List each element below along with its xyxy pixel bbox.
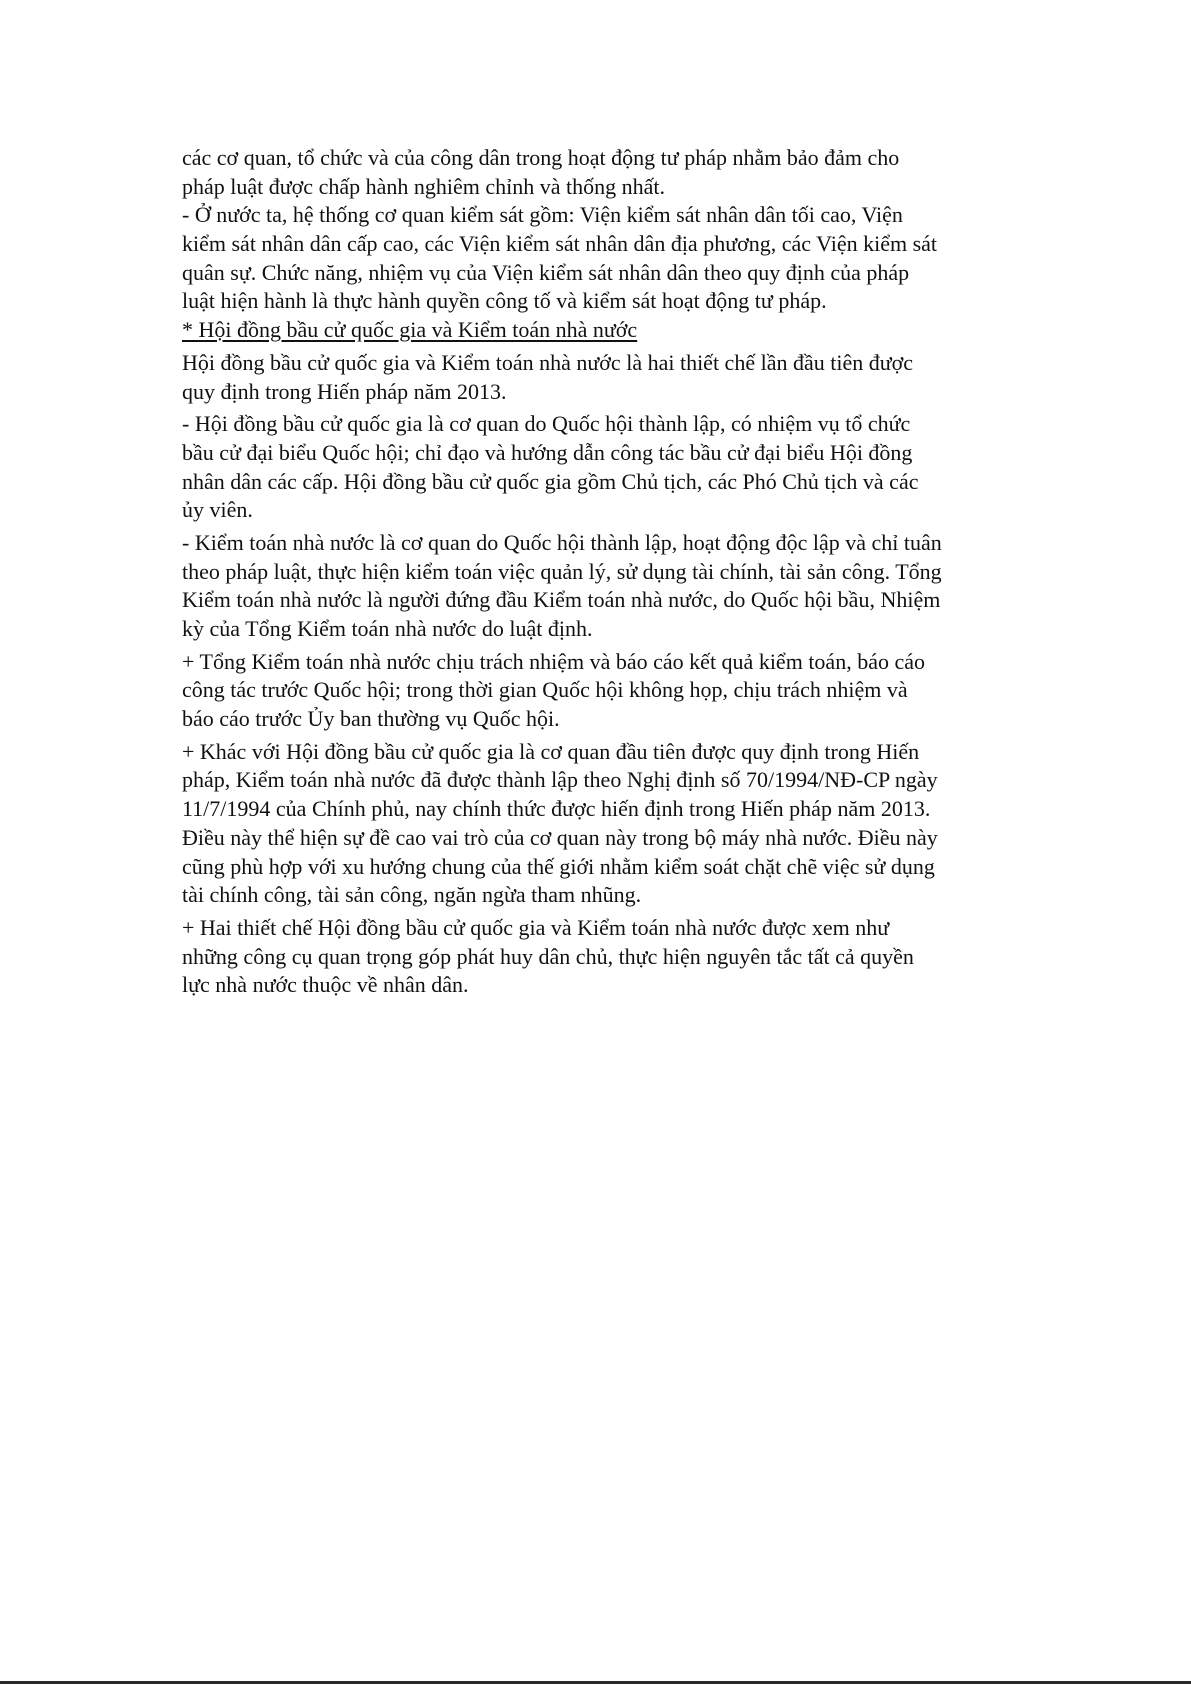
text-line: các cơ quan, tổ chức và của công dân trong hoạt động tư pháp nhằm bảo đảm cho bbox=[182, 145, 900, 170]
text-line: + Khác với Hội đồng bầu cử quốc gia là cơ quan đầu tiên được quy định trong Hiến bbox=[182, 738, 920, 764]
text-line: pháp, Kiểm toán nhà nước đã được thành lập theo Nghị định số 70/1994/NĐ-CP ngày bbox=[182, 767, 938, 793]
text-line: kỳ của Tổng Kiểm toán nhà nước do luật định. bbox=[182, 616, 593, 641]
text-line: quy định trong Hiến pháp năm 2013. bbox=[182, 378, 507, 404]
page-bottom-divider bbox=[0, 1681, 1191, 1684]
text-line: lực nhà nước thuộc về nhân dân. bbox=[182, 972, 469, 998]
text-line: Hội đồng bầu cử quốc gia và Kiểm toán nhà nước là hai thiết chế lần đầu tiên được bbox=[182, 349, 914, 375]
text-line: 11/7/1994 của Chính phủ, nay chính thức được hiến định trong Hiến pháp năm 2013. bbox=[182, 796, 931, 822]
text-line: - Kiểm toán nhà nước là cơ quan do Quốc hội thành lập, hoạt động độc lập và chỉ tuân bbox=[182, 529, 942, 555]
text-line: luật hiện hành là thực hành quyền công tố và kiểm sát hoạt động tư pháp. bbox=[182, 288, 827, 314]
text-line: cũng phù hợp với xu hướng chung của thế giới nhằm kiểm soát chặt chẽ việc sử dụng bbox=[182, 853, 935, 879]
text-line: bầu cử đại biểu Quốc hội; chỉ đạo và hướng dẫn công tác bầu cử đại biểu Hội đồng bbox=[182, 439, 913, 465]
text-line: quân sự. Chức năng, nhiệm vụ của Viện kiểm sát nhân dân theo quy định của pháp bbox=[182, 259, 910, 285]
text-line: + Hai thiết chế Hội đồng bầu cử quốc gia và Kiểm toán nhà nước được xem như bbox=[182, 914, 890, 940]
text-line: ủy viên. bbox=[182, 497, 253, 523]
text-line: tài chính công, tài sản công, ngăn ngừa tham nhũng. bbox=[182, 882, 642, 908]
text-line: kiểm sát nhân dân cấp cao, các Viện kiểm sát nhân dân địa phương, các Viện kiểm sát bbox=[182, 231, 938, 257]
text-line: + Tổng Kiểm toán nhà nước chịu trách nhiệm và báo cáo kết quả kiểm toán, báo cáo bbox=[182, 648, 925, 674]
text-line: những công cụ quan trọng góp phát huy dân chủ, thực hiện nguyên tắc tất cả quyền bbox=[182, 943, 914, 969]
text-line: báo cáo trước Ủy ban thường vụ Quốc hội. bbox=[182, 706, 560, 732]
text-line: pháp luật được chấp hành nghiêm chỉnh và thống nhất. bbox=[182, 173, 665, 199]
document-body bbox=[182, 144, 1022, 1000]
section-heading: * Hội đồng bầu cử quốc gia và Kiểm toán nhà nước bbox=[182, 317, 638, 343]
text-line: công tác trước Quốc hội; trong thời gian Quốc hội không họp, chịu trách nhiệm và bbox=[182, 677, 908, 703]
text-line: - Hội đồng bầu cử quốc gia là cơ quan do Quốc hội thành lập, có nhiệm vụ tổ chức bbox=[182, 411, 911, 437]
text-line: nhân dân các cấp. Hội đồng bầu cử quốc gia gồm Chủ tịch, các Phó Chủ tịch và các bbox=[182, 468, 919, 494]
text-line: Kiểm toán nhà nước là người đứng đầu Kiểm toán nhà nước, do Quốc hội bầu, Nhiệm bbox=[182, 587, 941, 613]
text-line: Điều này thể hiện sự đề cao vai trò của cơ quan này trong bộ máy nhà nước. Điều này bbox=[182, 824, 938, 850]
text-line: - Ở nước ta, hệ thống cơ quan kiểm sát gồm: Viện kiểm sát nhân dân tối cao, Viện bbox=[182, 202, 903, 228]
text-line: theo pháp luật, thực hiện kiểm toán việc quản lý, sử dụng tài chính, tài sản công. Tổng bbox=[182, 558, 942, 584]
